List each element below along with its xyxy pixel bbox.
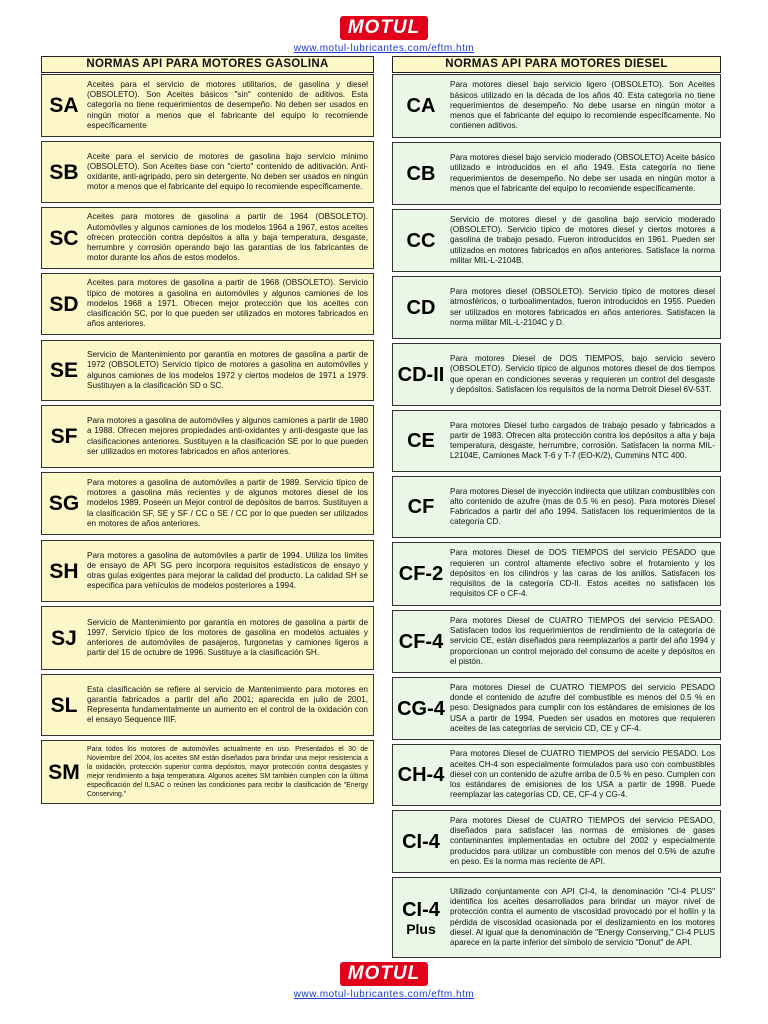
norm-description: Para motores a gasolina de automóviles a partir de 1989. Servicio típico de motores a gasolina más recientes y de algunos motores diesel de los modelos 1989. Poseen un Mejor control de depósitos de barros. Sustituyen a la clasificación SF, SE y SF / CC o SE / CC por lo que pueden ser utilizados en motores de años anteriores. [87,477,368,528]
norm-description: Para motores diesel bajo servicio moderado (OBSOLETO) Aceite básico utilizado e introducidos en el año 1949. Esta categoría no tiene requerimientos de desempeño. No debe ser usada en ningún motor a menos que el fabricante del equipo lo recomiende específicamente. [450,153,715,193]
gasoline-card-sa [41,74,374,137]
norm-description: Aceites para motores de gasolina a partir de 1964 (OBSOLETO). Automóviles y algunos camiones de los modelos 1964 a 1967, estos aceites ofrecen protección contra depósitos a alta y baja temperatura, desgaste, herrumbre y corrosión operando bajo las garantías de los fabricantes de motor durante los años de estos modelos. [87,212,368,263]
norm-description: Servicio de Mantenimiento por garantía en motores de gasolina a partir de 1997. Servicio típico de los motores de gasolina en modelos actuales y anteriores de automóviles de pasajeros, furgonetas y camiones ligeros a partir del 15 de octubre de 1996. Sustituye a la clasificación SH. [87,617,368,658]
norm-description: Para motores Diesel de CUATRO TIEMPOS del servicio PESADO donde el contenido de azufre del combustible es menos del 0.5 % en peso. Designados para cumplir con los estándares de emisiones de los USA a partir de 1994. Pueden ser usados en motores que requieren aceites de las categorías de servicio CD, CE y CF-4. [450,682,715,733]
norm-description: Para motores Diesel de inyección indirecta que utilizan combustibles con alto contenido de azufre (mas de 0.5 % en peso). Para motores Diesel Fabricados a partir del año 1994. Satisfacen los requerimientos de la categoría CD. [450,486,715,527]
norm-code: SH [49,559,79,583]
diesel-card-cf [392,476,721,538]
gasoline-card-se [41,340,374,401]
diesel-card-cg-4 [392,677,721,740]
norm-description: Para motores Diesel de DOS TIEMPOS, bajo servicio severo (OBSOLETO). Servicio típico de algunos motores diesel de dos tiempos que operan en condiciones severas y requieren un control del desgaste y depósitos. Satisfacen los requisitos de la norma Detroit Diesel 6V-53T. [450,354,715,394]
gasoline-card-sc [41,207,374,269]
norm-description: Esta clasificación se refiere al servicio de Mantenimiento para motores en garantía fabricados a partir del año 2001; aparecida en julio de 2001, Representa fundamentalmente un aumento en el control de la oxidación con el ensayo Sequence IIIF. [87,684,368,725]
website-link-bottom[interactable]: www.motul-lubricantes.com/eftm.htm [293,989,475,1000]
gasoline-card-sj [41,606,374,670]
norm-code: SE [49,359,78,382]
norm-description: Aceite para el servicio de motores de gasolina bajo servicio mínimo (OBSOLETO). Son Aceites base con "cierto" contenido de aditivación. Anti-oxidante, anti-agripado, pero sin detergente. No deben ser usados en ningún motor a menos que el fabricante del equipo lo recomiende específicamente. [87,151,368,192]
diesel-card-ce [392,410,721,472]
norm-code: SD [49,292,79,316]
norm-description: Para motores a gasolina de automóviles y algunos camiones a partir de 1980 a 1988. Ofrecen mejores propiedades anti-oxidantes y anti-desgaste que las clasificaciones anteriores. Sustituyen a la clasificación SE por lo que pueden ser utilizados en motores fabricados en años anteriores. [87,416,368,456]
norm-description: Para motores Diesel de CUATRO TIEMPOS del servicio PESADO. Los aceites CH-4 son especialmente formulados para uso con combustibles diesel con un contenido de azufre arriba de 0.5 % en peso. Cumplen con los estándares de emisiones de los USA a partir de 1998. Puede reemplazar las categorías CD, CE, CF-4 y CG-4. [450,749,715,800]
norm-code: SA [49,94,79,117]
diesel-card-cd-ii [392,343,721,406]
diesel-card-cf-4 [392,610,721,673]
diesel-card-ci-4 [392,810,721,873]
norm-code: CF [407,496,435,518]
norm-code: CF-4 [398,630,444,653]
norm-code: CA [406,95,436,117]
norm-code: CI-4 [402,830,440,853]
norm-description: Servicio de Mantenimiento por garantía en motores de gasolina a partir de 1972 (OBSOLETO) Servicio típico de motores a gasolina en automóviles y algunos camiones de los modelos 1972 y ciertos modelos de 1971 a 1979. Sustituyen a la clasificación SD o SC. [87,350,368,390]
norm-code-suffix: Plus [406,920,436,937]
gasoline-card-sg [41,472,374,535]
norm-description: Para motores diesel (OBSOLETO). Servicio típico de motores diesel atmosféricos, o turboalimentados, fueron introducidos en 1955. Pueden ser utilizados en motores fabricados en años anteriores. Satisfacen la norma militar MIL-L-2104C y D. [450,287,715,327]
norm-description: Para motores Diesel de CUATRO TIEMPOS del servicio PESADO, diseñados para satisfacer las normas de emisiones de gases contaminantes implementadas en octubre del 2002 y especialmente producidos para utilizar un combustible con menos del 0.5% de azufre en peso. Es la norma mas reciente de API. [450,815,715,866]
norm-description: Aceites para el servicio de motores utilitarios, de gasolina y diesel (OBSOLETO). Son Aceites básicos "sin" contenido de aditivos. Esta categoría no tiene requerimientos de desempeño. No deben ser usados en ningún motor a menos que el fabricante del equipo lo recomiende específicamente [87,79,368,130]
diesel-card-cd [392,276,721,339]
norm-code: CC [406,229,436,252]
norm-description: Para motores a gasolina de automóviles a partir de 1994. Utiliza los límites de ensayo de API SG pero incorpora requisitos estadísticos de ensayo y otras guías exigentes para mejorar la calidad del producto. La calidad SH se especifica para vehículos de modelos posteriores a 1994. [87,550,368,591]
norm-description: Para motores Diesel de DOS TIEMPOS del servicio PESADO que requieren un control altamente efectivo sobre el frotamiento y los depósitos en los cilindros y las caras de los anillos. Satisfacen los requisitos de la categoría CD-II. Estos aceites no satisfacen los requisitos CF o CF-4. [450,548,715,599]
website-link-top[interactable]: www.motul-lubricantes.com/eftm.htm [293,43,475,54]
motul-logo-top: MOTUL [340,16,428,40]
norm-code: CE [407,430,435,452]
gasoline-card-sb [41,141,374,203]
diesel-card-ci-4-plus [392,877,721,958]
norm-code: CD [406,296,436,319]
norm-code: SM [48,760,80,784]
norm-code: CF-2 [398,563,444,585]
norm-description: Utilizado conjuntamente con API CI-4, la denominación "CI-4 PLUS" identifica los aceites desarrollados para brindar un mayor nivel de protección contra el aumento de viscosidad provocado por el hollín y la pérdida de viscosidad ocasionada por el deslizamiento en los motores diesel. Al igual que la denominación de "Energy Conserving," CI-4 PLUS aparece en la parte inferior del símbolo de servicio "Donut" de API. [450,886,715,947]
norm-code: SF [50,425,78,448]
norm-code: SG [48,492,80,515]
diesel-card-ca [392,74,721,138]
diesel-header: NORMAS API PARA MOTORES DIESEL [392,56,721,73]
gasoline-card-sm [41,740,374,804]
norm-code: SB [49,160,79,184]
norm-code: CD-II [397,363,445,386]
norm-code: CB [406,162,436,185]
diesel-card-cf-2 [392,542,721,606]
norm-code: CI-4 Plus [402,898,440,937]
gasoline-card-sh [41,540,374,602]
norm-code: CH-4 [397,764,445,786]
norm-code: SL [50,693,78,717]
norm-description: Para motores Diesel de CUATRO TIEMPOS del servicio PESADO. Satisfacen todos los requerimientos de rendimiento de la categoría de servicio CE, están diseñados para reemplazarlos a partir del año 1994 y proporcionan un control mejorado del consumo de aceite y depósitos en el pistón. [450,615,715,666]
diesel-card-cc [392,209,721,272]
gasoline-header: NORMAS API PARA MOTORES GASOLINA [41,56,374,73]
norm-description: Servicio de motores diesel y de gasolina bajo servicio moderado (OBSOLETO). Servicio típico de motores diesel y ciertos motores a gasolina de trabajo pesado. Fueron introducidos en 1961. Pueden ser utilizados en motores fabricados en años anteriores. Satisface la norma militar MIL-L-2104B. [450,214,715,265]
motul-logo-bottom: MOTUL [340,962,428,986]
norm-code: SJ [51,626,77,650]
norm-description: Aceites para motores de gasolina a partir de 1968 (OBSOLETO). Servicio típico de motores a gasolina en automóviles y algunos camiones de los modelos 1968 a 1971. Ofrecen mejor protección que los aceites con clasificación SC, por lo que pueden ser utilizados en motores fabricados en años anteriores. [87,278,368,329]
gasoline-card-sl [41,674,374,736]
norm-description: Para motores Diesel turbo cargados de trabajo pesado y fabricados a partir de 1983. Ofrecen alta protección contra los depósitos a alta y baja temperatura, desgaste, herrumbre, corrosión. Satisfacen la norma MIL-L2104E, Camiones Mack T-6 y T-7 (EO-K/2), Cummins NTC 400. [450,420,715,461]
norm-code: CG-4 [397,697,445,720]
diesel-card-ch-4 [392,744,721,806]
norm-description: Para motores diesel bajo servicio ligero (OBSOLETO). Son Aceites básicos utilizado en la década de los años 40. Esta categoría no tiene requerimientos de desempeño. No debe usarse en ningún motor a menos que el fabricante del equipo lo recomiende específicamente. No contienen aditivos. [450,80,715,131]
gasoline-card-sf [41,405,374,468]
norm-description: Para todos los motores de automóviles actualmente en uso. Presentados el 30 de Noviembre del 2004, los aceites SM están diseñados para brindar una mejor resistencia a la oxidación, protección superior contra depósitos, mayor protección contra desgastes y mejor rendimiento a baja temperatura. Algunos aceites SM también cumplen con la última especificación del ILSAC o reúnen las condiciones para recibir la clasificación de "Energy Conserving." [87,746,368,798]
gasoline-card-sd [41,273,374,335]
diesel-card-cb [392,142,721,205]
norm-code: SC [49,226,79,250]
